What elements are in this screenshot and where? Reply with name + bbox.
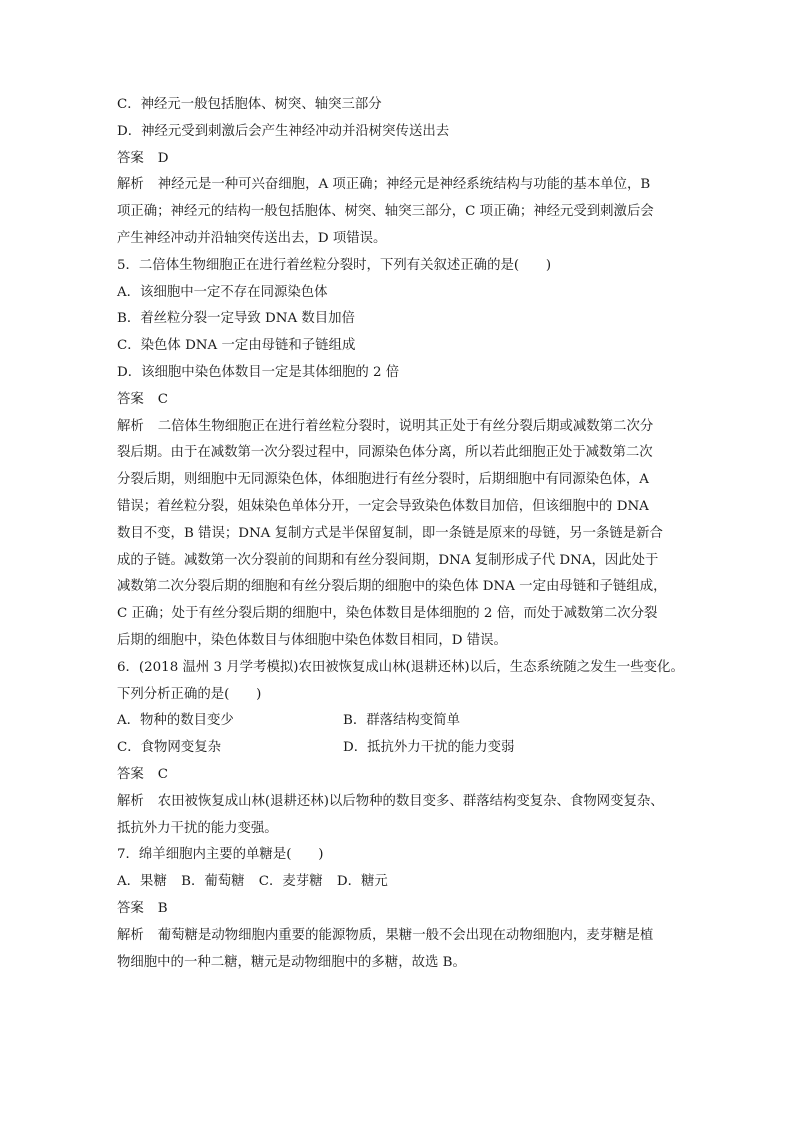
q7-analysis-line-2: 物细胞中的一种二糖，糖元是动物细胞中的多糖，故选 B。 <box>117 954 466 970</box>
analysis-label: 解析 <box>117 793 144 809</box>
q6-option-c: C．食物网变复杂 <box>117 740 221 756</box>
answer-label: 答案 <box>117 900 144 916</box>
analysis-text: 神经元是一种可兴奋细胞，A 项正确；神经元是神经系统结构与功能的基本单位，B <box>157 177 651 193</box>
answer-label: 答案 <box>117 391 144 407</box>
q6-option-a: A．物种的数目变少 <box>117 713 234 729</box>
q5-analysis-line-7: 减数第二次分裂后期的细胞和有丝分裂后期的细胞中的染色体 DNA 一定由母链和子链组成， <box>117 579 667 595</box>
q7-analysis-line-1 <box>117 923 682 950</box>
answer-value: B <box>157 900 168 916</box>
q5-analysis-line-9: 后期的细胞中，染色体数目与体细胞中染色体数目相同，D 错误。 <box>117 632 507 648</box>
q6-options-row-2 <box>117 735 682 762</box>
analysis-text: 二倍体生物细胞正在进行着丝粒分裂时，说明其正处于有丝分裂后期或减数第二次分 <box>157 418 654 434</box>
q7-option-d: D．糖元 <box>336 874 388 890</box>
q4-option-d: D．神经元受到刺激后会产生神经冲动并沿树突传送出去 <box>117 123 450 139</box>
q5-option-d: D．该细胞中染色体数目一定是其体细胞的 2 倍 <box>117 364 400 380</box>
q4-analysis-line-1 <box>117 172 682 199</box>
q6-analysis-line-1 <box>117 789 682 816</box>
q5-analysis-line-4: 错误；着丝粒分裂，姐妹染色单体分开，一定会导致染色体数目加倍，但该细胞中的 DNA <box>117 498 649 514</box>
q6-answer <box>117 762 682 789</box>
answer-value: C <box>157 391 169 407</box>
q5-analysis-line-2: 裂后期。由于在减数第一次分裂过程中，同源染色体分离，所以若此细胞正处于减数第二次 <box>117 445 653 461</box>
q6-stem-line-1: 6．(2018 温州 3 月学考模拟)农田被恢复成山林(退耕还林)以后，生态系统随之发生一些变化。 <box>117 659 684 675</box>
q7-options-row <box>117 869 682 896</box>
q7-option-a: A．果糖 <box>117 874 167 890</box>
q6-options-row-1 <box>117 708 682 735</box>
q5-analysis-line-1 <box>117 414 682 441</box>
q6-analysis-line-2: 抵抗外力干扰的能力变强。 <box>117 820 278 836</box>
q6-stem-line-2: 下列分析正确的是( ) <box>117 686 262 702</box>
q6-option-b: B．群落结构变简单 <box>343 713 460 729</box>
q5-stem: 5．二倍体生物细胞正在进行着丝粒分裂时，下列有关叙述正确的是( ) <box>117 257 552 273</box>
analysis-text: 葡萄糖是动物细胞内重要的能源物质，果糖一般不会出现在动物细胞内，麦芽糖是植 <box>157 927 654 943</box>
q6-option-d: D．抵抗外力干扰的能力变弱 <box>343 740 515 756</box>
q7-stem: 7．绵羊细胞内主要的单糖是( ) <box>117 847 324 863</box>
q5-analysis-line-3: 分裂后期，则细胞中无同源染色体，体细胞进行有丝分裂时，后期细胞中有同源染色体，A <box>117 472 649 488</box>
q5-answer <box>117 387 682 414</box>
q5-option-c: C．染色体 DNA 一定由母链和子链组成 <box>117 338 356 354</box>
q4-answer <box>117 146 682 173</box>
q4-analysis-line-2: 项正确；神经元的结构一般包括胞体、树突、轴突三部分，C 项正确；神经元受到刺激后会 <box>117 204 654 220</box>
q4-option-c: C．神经元一般包括胞体、树突、轴突三部分 <box>117 97 382 112</box>
q7-answer <box>117 896 682 923</box>
analysis-label: 解析 <box>117 418 144 434</box>
answer-value: C <box>157 766 169 782</box>
q5-analysis-line-8: C 正确；处于有丝分裂后期的细胞中，染色体数目是体细胞的 2 倍，而处于减数第二次分裂 <box>117 606 658 622</box>
q4-analysis-line-3: 产生神经冲动并沿轴突传送出去，D 项错误。 <box>117 230 387 246</box>
analysis-label: 解析 <box>117 177 144 193</box>
q5-option-b: B．着丝粒分裂一定导致 DNA 数目加倍 <box>117 311 355 327</box>
q7-option-c: C．麦芽糖 <box>258 874 323 890</box>
document-page <box>117 92 682 976</box>
q5-analysis-line-5: 数目不变，B 错误；DNA 复制方式是半保留复制，即一条链是原来的母链，另一条链是新合 <box>117 525 663 541</box>
q5-analysis-line-6: 成的子链。减数第一次分裂前的间期和有丝分裂间期，DNA 复制形成子代 DNA，因此处于 <box>117 552 659 568</box>
analysis-text: 农田被恢复成山林(退耕还林)以后物种的数目变多、群落结构变复杂、食物网变复杂、 <box>157 793 664 809</box>
analysis-label: 解析 <box>117 927 144 943</box>
answer-label: 答案 <box>117 766 144 782</box>
answer-value: D <box>157 150 169 166</box>
q5-option-a: A．该细胞中一定不存在同源染色体 <box>117 284 328 300</box>
answer-label: 答案 <box>117 150 144 166</box>
q7-option-b: B．葡萄糖 <box>181 874 245 890</box>
